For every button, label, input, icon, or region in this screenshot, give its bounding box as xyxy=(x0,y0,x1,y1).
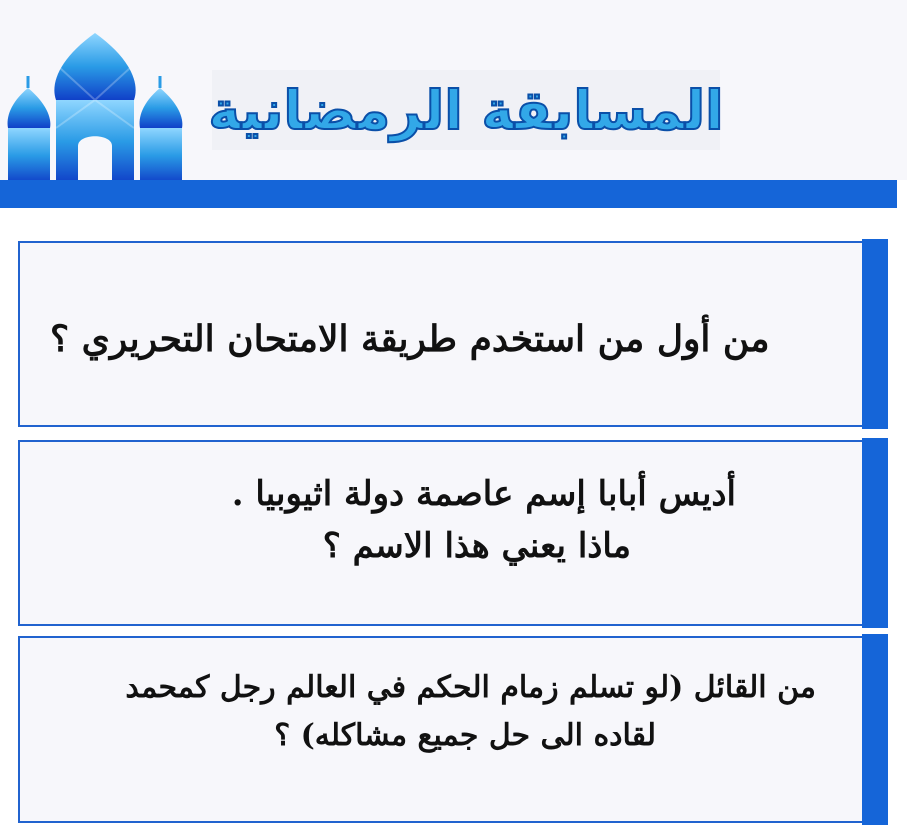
question-text-1 xyxy=(50,243,846,425)
question-2-line-1: أديس أبابا إسم عاصمة دولة اثيوبيا . xyxy=(231,474,736,514)
question-card-2 xyxy=(18,440,888,626)
card-side-bar xyxy=(862,634,888,825)
question-card-1 xyxy=(18,241,888,427)
page-title: المسابقة الرمضانية xyxy=(208,78,724,142)
question-3-line-2: لقاده الى حل جميع مشاكله) ؟ xyxy=(274,718,656,753)
card-side-bar xyxy=(862,438,888,628)
question-text-2 xyxy=(50,468,736,572)
header-bar xyxy=(0,180,897,208)
mosque-icon xyxy=(0,28,190,183)
question-2-line-2: ماذا يعني هذا الاسم ؟ xyxy=(322,526,631,566)
title-banner xyxy=(208,70,724,150)
question-card-3 xyxy=(18,636,888,823)
question-text-3 xyxy=(50,664,816,760)
question-3-line-1: من القائل (لو تسلم زمام الحكم في العالم رجل كمحمد xyxy=(125,670,816,705)
question-1-line-1: من أول من استخدم طريقة الامتحان التحريري ؟ xyxy=(50,318,770,360)
card-side-bar xyxy=(862,239,888,429)
